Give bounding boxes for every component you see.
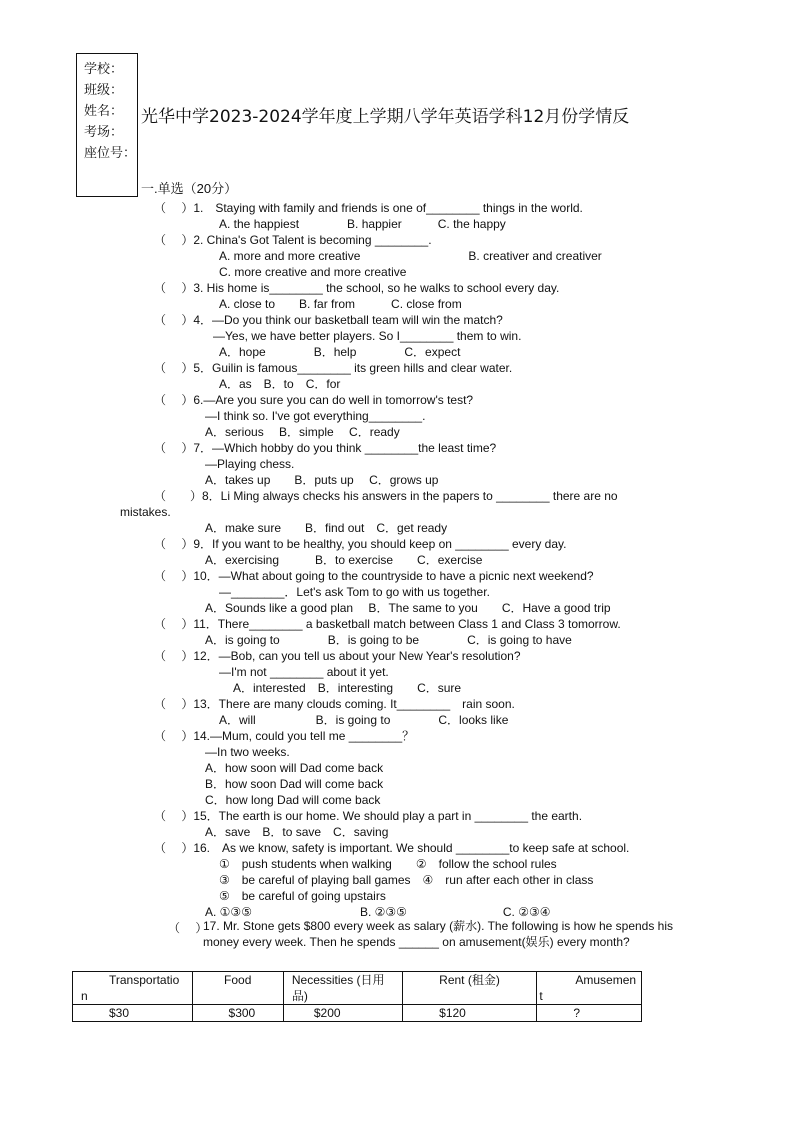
question-line: （ ）14.—Mum, could you tell me ________？ <box>154 729 415 743</box>
question-line: （ ）12．—Bob, can you tell us about your New Year's resolution? <box>154 649 521 663</box>
question-line: A．make sure B．find out C．get ready <box>205 521 448 535</box>
question-line: ③ be careful of playing ball games ④ run after each other in class <box>219 873 594 887</box>
value-food: $300 <box>192 1005 283 1022</box>
question-line: A．serious B．simple C．ready <box>205 425 400 439</box>
question-line: （ ）13．There are many clouds coming. It________ rain soon. <box>154 697 515 711</box>
question-line: （ ）1. Staying with family and friends is one of________ things in the world. <box>154 201 583 215</box>
header-amusement: Amusemen t <box>537 972 642 1005</box>
question-line: A．save B．to save C．saving <box>205 825 389 839</box>
question-line: （ ）5．Guilin is famous________ its green hills and clear water. <box>154 361 513 375</box>
question-line: A．as B．to C．for <box>219 377 341 391</box>
question-line: A．is going to B．is going to be C．is going to have <box>205 633 572 647</box>
question-line: —________．Let's ask Tom to go with us together. <box>219 585 490 599</box>
question-line: ⑤ be careful of going upstairs <box>219 889 386 903</box>
school-label: 学校： <box>84 61 124 76</box>
question-line: ① push students when walking ② follow the school rules <box>219 857 557 871</box>
student-info-box <box>76 53 138 197</box>
value-necessities: $200 <box>283 1005 402 1022</box>
exam-room-label: 考场： <box>84 124 124 139</box>
question-line: C. more creative and more creative <box>219 265 407 279</box>
question-line: A．interested B．interesting C．sure <box>233 681 462 695</box>
question-line: C．how long Dad will come back <box>205 793 381 807</box>
section-heading: 一.单选（20分） <box>141 181 238 196</box>
class-label: 班级： <box>84 82 124 97</box>
question-line: （ ）11．There________ a basketball match between Class 1 and Class 3 tomorrow. <box>154 617 621 631</box>
question-line: B．how soon Dad will come back <box>205 777 384 791</box>
question-line: —Playing chess. <box>205 457 295 471</box>
question-17-text: 17. Mr. Stone gets $800 every week as salary (薪水). The following is how he spends his money every week. Then he spends ______ on amusement(娱乐) every month? <box>203 919 674 949</box>
question-line: （ ）15．The earth is our home. We should play a part in ________ the earth. <box>154 809 583 823</box>
question-line: （ ）8．Li Ming always checks his answers in the papers to ________ there are no <box>154 489 618 503</box>
question-line: A. the happiest B. happier C. the happy <box>219 217 506 231</box>
table-value-row <box>73 1005 642 1022</box>
question-line: （ ）16. As we know, safety is important. We should ________to keep safe at school. <box>154 841 630 855</box>
question-line: —Yes, we have better players. So I________ them to win. <box>213 329 522 343</box>
question-line: （ ）10．—What about going to the countryside to have a picnic next weekend? <box>154 569 594 583</box>
question-line: （ ）3. His home is________ the school, so he walks to school every day. <box>154 281 560 295</box>
question-line: —In two weeks. <box>205 745 290 759</box>
question-line: —I think so. I've got everything________. <box>205 409 426 423</box>
question-line: A. more and more creative B. creativer and creativer <box>219 249 602 263</box>
question-line: mistakes. <box>120 505 171 519</box>
header-rent: Rent (租金) <box>403 972 537 1005</box>
question-line: A．hope B．help C．expect <box>219 345 461 359</box>
value-rent: $120 <box>403 1005 537 1022</box>
question-line: A．will B．is going to C．looks like <box>219 713 509 727</box>
seat-number-label: 座位号： <box>84 145 137 160</box>
value-transportation: $30 <box>73 1005 193 1022</box>
question-line: （ ） <box>168 921 208 935</box>
exam-title: 光华中学2023-2024学年度上学期八学年英语学科12月份学情反 <box>141 107 630 127</box>
name-label: 姓名： <box>84 103 124 118</box>
question-line: —I'm not ________ about it yet. <box>219 665 389 679</box>
table-header-row <box>73 972 642 1005</box>
value-amusement: ? <box>537 1005 642 1022</box>
question-line: A. ①③⑤ B. ②③⑤ C. ②③④ <box>205 905 551 919</box>
question-line: A．how soon will Dad come back <box>205 761 384 775</box>
question-line: A．Sounds like a good plan B．The same to you C．Have a good trip <box>205 601 611 615</box>
question-line: （ ）6.—Are you sure you can do well in tomorrow's test? <box>154 393 474 407</box>
question-line: （ ）9．If you want to be healthy, you should keep on ________ every day. <box>154 537 567 551</box>
header-necessities: Necessities (日用品) <box>283 972 402 1005</box>
question-line: A．takes up B．puts up C．grows up <box>205 473 439 487</box>
question-line: （ ）4．—Do you think our basketball team will win the match? <box>154 313 503 327</box>
question-line: A．exercising B．to exercise C．exercise <box>205 553 483 567</box>
salary-table <box>72 971 642 1022</box>
question-line: （ ）7．—Which hobby do you think ________the least time? <box>154 441 497 455</box>
header-food: Food <box>192 972 283 1005</box>
question-line: A. close to B. far from C. close from <box>219 297 462 311</box>
header-transportation: Transportatio n <box>73 972 193 1005</box>
question-line: （ ）2. China's Got Talent is becoming ________. <box>154 233 432 247</box>
